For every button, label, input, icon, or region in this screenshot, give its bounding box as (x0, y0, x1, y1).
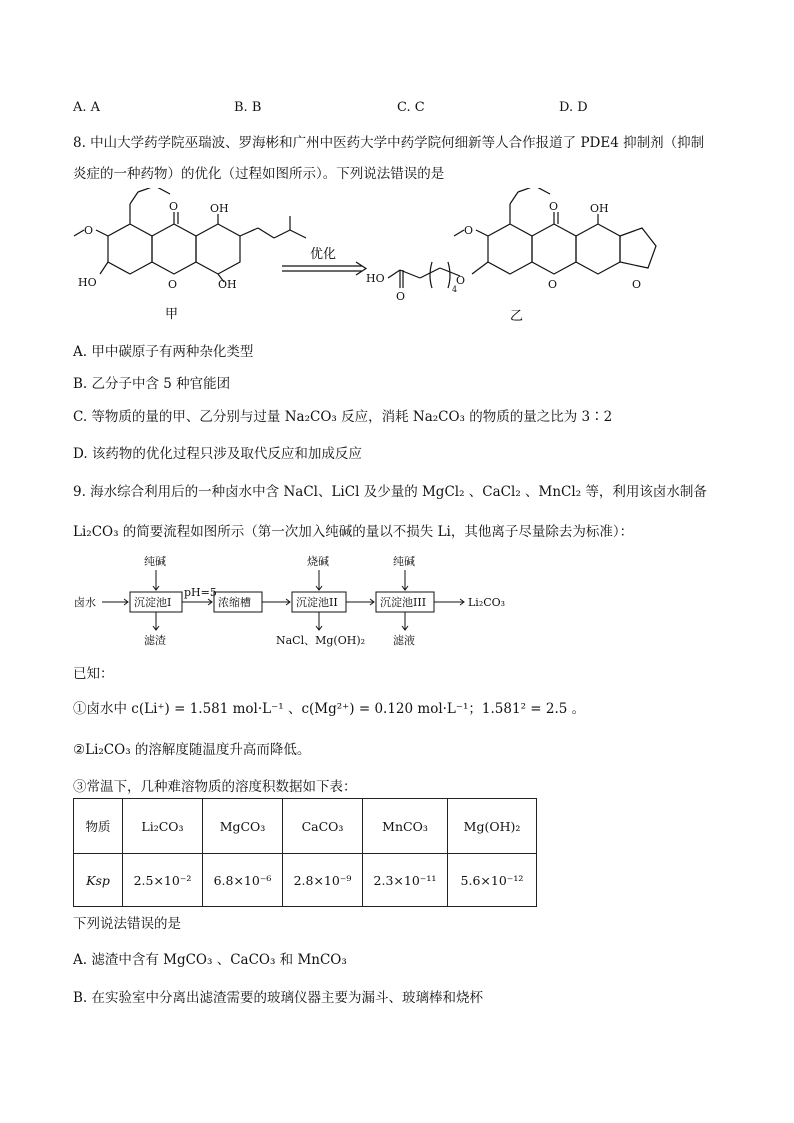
ksp-value-cell: 2.8×10⁻⁹ (283, 854, 363, 907)
ksp-header-cell: 物质 (74, 799, 123, 854)
q8-yi-ring-o: O (548, 278, 558, 291)
q8-yi-pyran-o: O (632, 278, 642, 291)
q8-yi-ether-o: O (456, 274, 466, 287)
q8-jia-ring-o: O (168, 278, 178, 291)
q9-known-1: ①卤水中 c(Li⁺) = 1.581 mol·L⁻¹ 、c(Mg²⁺) = 0.120 mol·L⁻¹；1.581² = 2.5 。 (73, 701, 586, 717)
q8-jia-methoxy-o: O (84, 224, 94, 237)
prev-option-b: B. B (234, 100, 262, 115)
q8-option-d: D. 该药物的优化过程只涉及取代反应和加成反应 (73, 446, 362, 462)
flow-tank: 浓缩槽 (218, 596, 251, 609)
ksp-table (73, 798, 537, 907)
q8-stem-line2: 炎症的一种药物）的优化（过程如图所示）。下列说法错误的是 (73, 166, 445, 182)
q8-yi-ho: HO (366, 272, 385, 285)
ksp-value-row (74, 854, 537, 907)
prev-option-d: D. D (559, 100, 588, 115)
flow-add3: 纯碱 (393, 555, 415, 568)
ksp-value-cell: 5.6×10⁻¹² (448, 854, 537, 907)
flow-out1: 滤渣 (144, 634, 166, 647)
ksp-value-cell: 2.5×10⁻² (123, 854, 203, 907)
q8-jia-oh-bottom: OH (218, 278, 237, 291)
flow-pool3: 沉淀池III (380, 596, 427, 609)
q8-yi-repeat-count: 4 (452, 285, 458, 294)
flow-pool2: 沉淀池II (296, 596, 338, 609)
q9-known-2: ②Li₂CO₃ 的溶解度随温度升高而降低。 (73, 742, 311, 758)
ksp-header-cell: CaCO₃ (283, 799, 363, 854)
prev-option-c: C. C (397, 100, 425, 115)
ksp-row-label: Ksp (74, 854, 123, 907)
flow-input: 卤水 (74, 596, 96, 609)
q8-yi-methoxy-o: O (464, 224, 474, 237)
flow-pool1: 沉淀池I (134, 596, 172, 609)
q8-arrow-label: 优化 (310, 247, 337, 262)
q8-yi-carbonyl-o: O (549, 200, 559, 213)
q9-known-3: ③常温下，几种难溶物质的溶度积数据如下表： (73, 779, 357, 795)
flow-add2: 烧碱 (307, 555, 329, 568)
q8-jia-carbonyl-o: O (169, 200, 179, 213)
q9-option-a: A. 滤渣中含有 MgCO₃ 、CaCO₃ 和 MnCO₃ (73, 952, 347, 968)
q9-option-b: B. 在实验室中分离出滤渣需要的玻璃仪器主要为漏斗、玻璃棒和烧杯 (73, 990, 484, 1006)
q8-yi-acid-o: O (396, 290, 406, 303)
ksp-value-cell: 2.3×10⁻¹¹ (363, 854, 448, 907)
prev-option-a: A. A (73, 100, 101, 115)
ksp-header-cell: MgCO₃ (203, 799, 283, 854)
ksp-header-cell: MnCO₃ (363, 799, 448, 854)
q8-jia-oh-top: OH (210, 202, 229, 215)
q8-stem-line1: 8. 中山大学药学院巫瑞波、罗海彬和广州中医药大学中药学院何细新等人合作报道了 PDE4 抑制剂（抑制 (73, 135, 705, 151)
q8-label-jia: 甲 (165, 307, 179, 322)
flow-product: Li₂CO₃ (468, 596, 506, 609)
ksp-header-cell: Li₂CO₃ (123, 799, 203, 854)
q9-stem-line2: Li₂CO₃ 的简要流程如图所示（第一次加入纯碱的量以不损失 Li，其他离子尽量除去为标准）： (73, 524, 634, 540)
q8-jia-ho: HO (78, 276, 97, 289)
flow-ph: pH=5 (184, 586, 217, 599)
q8-option-c: C. 等物质的量的甲、乙分别与过量 Na₂CO₃ 反应，消耗 Na₂CO₃ 的物质的量之比为 3∶2 (73, 409, 613, 425)
q9-stem-line1: 9. 海水综合利用后的一种卤水中含 NaCl、LiCl 及少量的 MgCl₂ 、CaCl₂ 、MnCl₂ 等，利用该卤水制备 (73, 484, 707, 500)
q9-ask: 下列说法错误的是 (73, 916, 181, 932)
ksp-header-cell: Mg(OH)₂ (448, 799, 537, 854)
q8-yi-oh: OH (590, 202, 609, 215)
q8-structure-diagram (60, 188, 660, 328)
flow-out2: NaCl、Mg(OH)₂ (276, 634, 366, 647)
q9-known-title: 已知： (73, 666, 114, 682)
q8-option-b: B. 乙分子中含 5 种官能团 (73, 376, 231, 392)
q9-flow-diagram (70, 552, 540, 652)
q8-label-yi: 乙 (510, 309, 524, 324)
q8-option-a: A. 甲中碳原子有两种杂化类型 (73, 344, 254, 360)
flow-out3: 滤液 (393, 634, 415, 647)
ksp-header-row (74, 799, 537, 854)
flow-add1: 纯碱 (144, 555, 166, 568)
ksp-value-cell: 6.8×10⁻⁶ (203, 854, 283, 907)
